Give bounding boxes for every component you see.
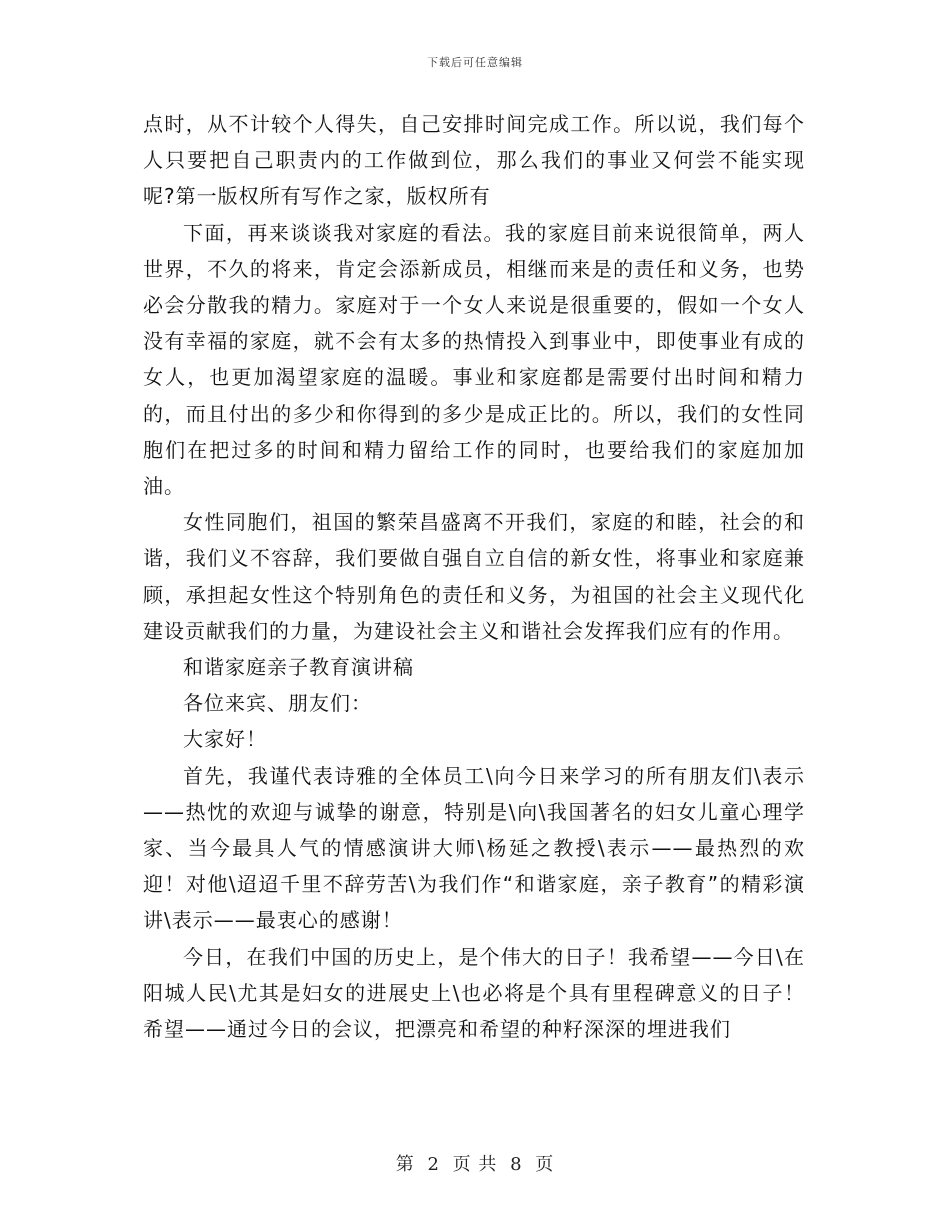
page-header bbox=[0, 54, 950, 70]
paragraph: 下面，再来谈谈我对家庭的看法。我的家庭目前来说很简单，两人世界，不久的将来，肯定会添新成员，相继而来是的责任和义务，也势必会分散我的精力。家庭对于一个女人来说是很重要的，假如一个女人没有幸福的家庭，就不会有太多的热情投入到事业中，即使事业有成的女人，也更加渴望家庭的温暖。事业和家庭都是需要付出时间和精力的，而且付出的多少和你得到的多少是成正比的。所以，我们的女性同胞们在把过多的时间和精力留给工作的同时，也要给我们的家庭加加油。 bbox=[143, 220, 805, 499]
document-body bbox=[143, 106, 805, 1047]
section-title: 和谐家庭亲子教育演讲稿 bbox=[183, 655, 414, 680]
footer-prefix: 第 bbox=[395, 1154, 415, 1175]
paragraph: 首先，我谨代表诗雅的全体员工\向今日来学习的所有朋友们\表示——热忱的欢迎与诚挚的谢意，特别是\向\我国著名的妇女儿童心理学家、当今最具人气的情感演讲大师\杨延之教授\表示——最热烈的欢迎！对他\迢迢千里不辞劳苦\为我们作“和谐家庭，亲子教育”的精彩演讲\表示——最衷心的感谢！ bbox=[143, 763, 805, 933]
page-footer bbox=[0, 1150, 950, 1176]
salutation: 各位来宾、朋友们： bbox=[183, 691, 372, 716]
greeting: 大家好！ bbox=[183, 727, 267, 752]
header-text: 下载后可任意编辑 bbox=[427, 56, 523, 69]
page-number: 2 bbox=[427, 1154, 440, 1175]
paragraph: 点时，从不计较个人得失，自己安排时间完成工作。所以说，我们每个人只要把自己职责内的工作做到位，那么我们的事业又何尝不能实现呢?第一版权所有写作之家，版权所有 bbox=[143, 112, 805, 209]
paragraph: 今日，在我们中国的历史上，是个伟大的日子！我希望——今日\在阳城人民\尤其是妇女的进展史上\也必将是个具有里程碑意义的日子！希望——通过今日的会议，把漂亮和希望的种籽深深的埋进我们 bbox=[143, 944, 805, 1042]
total-pages: 8 bbox=[510, 1154, 523, 1175]
footer-middle: 页 共 bbox=[452, 1154, 498, 1175]
paragraph: 女性同胞们，祖国的繁荣昌盛离不开我们，家庭的和睦，社会的和谐，我们义不容辞，我们要做自强自立自信的新女性，将事业和家庭兼顾，承担起女性这个特别角色的责任和义务，为祖国的社会主义现代化建设贡献我们的力量，为建设社会主义和谐社会发挥我们应有的作用。 bbox=[143, 510, 805, 643]
footer-suffix: 页 bbox=[535, 1154, 555, 1175]
